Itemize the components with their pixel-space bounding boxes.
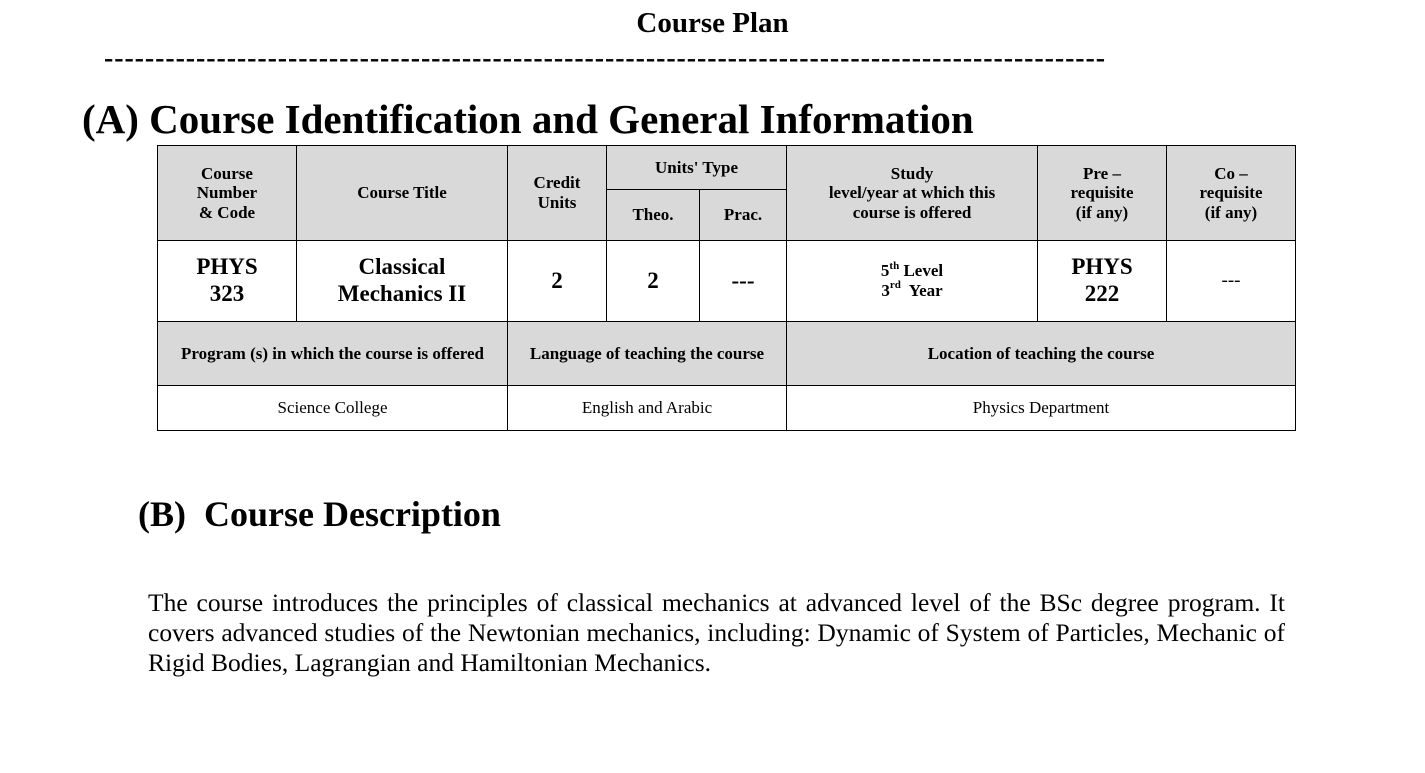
header-credit-units: Credit Units	[508, 146, 607, 241]
header-theo: Theo.	[607, 190, 700, 240]
header-study-level: Study level/year at which this course is offered	[787, 146, 1038, 241]
separator-line: --------------------------------------------------------------------------------------------------	[104, 43, 1106, 74]
value-co-requisite: ---	[1167, 240, 1296, 322]
value-pre-requisite: PHYS 222	[1038, 240, 1167, 322]
value-location: Physics Department	[787, 385, 1296, 430]
value-program: Science College	[158, 385, 508, 430]
value-study-level: 5th Level 3rd Year	[787, 240, 1038, 322]
value-course-title: Classical Mechanics II	[297, 240, 508, 322]
header-co-requisite: Co – requisite (if any)	[1167, 146, 1296, 241]
header-location: Location of teaching the course	[787, 322, 1296, 385]
header-prac: Prac.	[700, 190, 787, 240]
value-prac: ---	[700, 240, 787, 322]
course-description-text: The course introduces the principles of classical mechanics at advanced level of the BSc degree program. It covers advanced studies of the Newtonian mechanics, including: Dynamic of System of Particles, Mechanic of Rigid Bodies, Lagrangian and Hamiltonian Mechanics.	[148, 588, 1285, 677]
section-b-heading: (B) Course Description	[138, 494, 501, 534]
header-language: Language of teaching the course	[508, 322, 787, 385]
header-course-title: Course Title	[297, 146, 508, 241]
section-a-heading: (A) Course Identification and General Information	[82, 96, 974, 142]
value-language: English and Arabic	[508, 385, 787, 430]
course-identification-table	[157, 145, 1296, 431]
value-credit-units: 2	[508, 240, 607, 322]
document-title: Course Plan	[636, 7, 789, 39]
header-course-number: Course Number & Code	[158, 146, 297, 241]
header-pre-requisite: Pre – requisite (if any)	[1038, 146, 1167, 241]
value-theo: 2	[607, 240, 700, 322]
value-course-number: PHYS 323	[158, 240, 297, 322]
header-units-type: Units' Type	[607, 146, 787, 190]
header-program: Program (s) in which the course is offered	[158, 322, 508, 385]
